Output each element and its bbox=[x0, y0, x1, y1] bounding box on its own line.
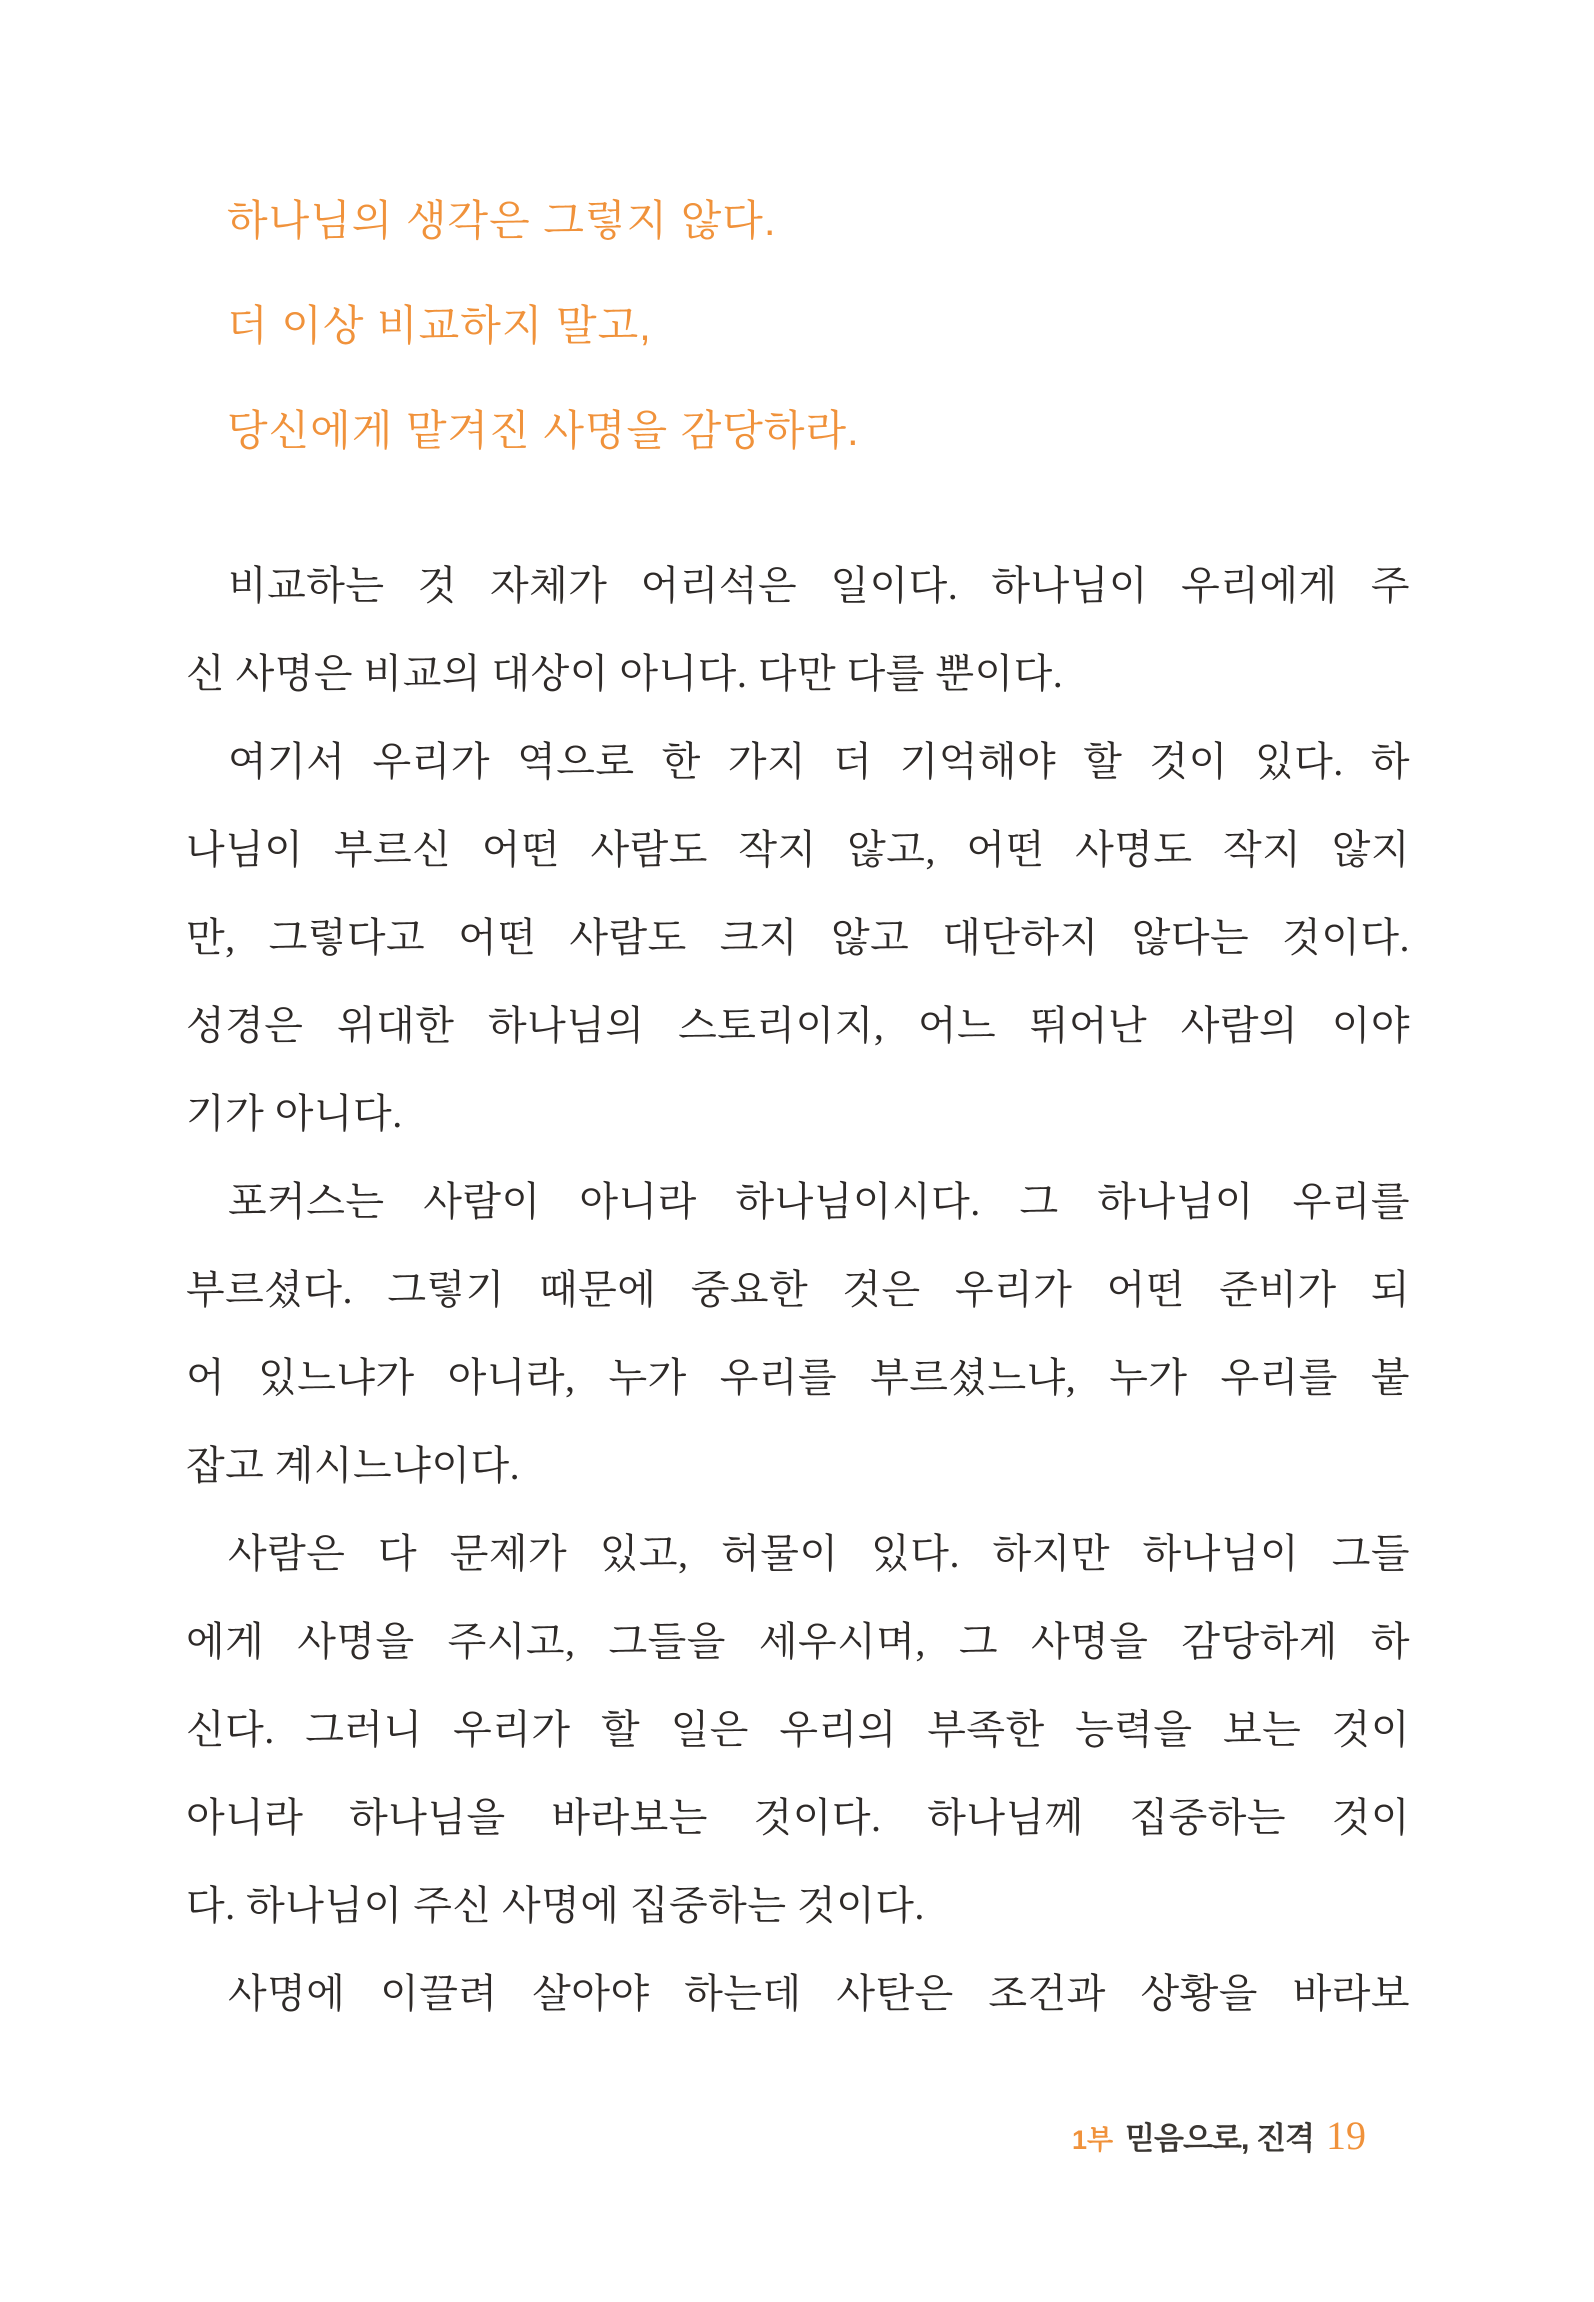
part-label: 1부 bbox=[1071, 2125, 1114, 2155]
quote-line: 더 이상 비교하지 말고, bbox=[227, 302, 652, 349]
body-text-line: 성경은 위대한 하나님의 스토리이지, 어느 뛰어난 사람의 이야 bbox=[186, 1003, 1410, 1048]
body-text-line: 만, 그렇다고 어떤 사람도 크지 않고 대단하지 않다는 것이다. bbox=[186, 915, 1410, 960]
body-text-line: 신 사명은 비교의 대상이 아니다. 다만 다를 뿐이다. bbox=[186, 651, 1064, 696]
body-text-line: 나님이 부르신 어떤 사람도 작지 않고, 어떤 사명도 작지 않지 bbox=[186, 827, 1410, 872]
quote-line: 하나님의 생각은 그렇지 않다. bbox=[227, 197, 777, 244]
body-text-line: 여기서 우리가 역으로 한 가지 더 기억해야 할 것이 있다. 하 bbox=[228, 739, 1410, 784]
body-text-line: 에게 사명을 주시고, 그들을 세우시며, 그 사명을 감당하게 하 bbox=[186, 1619, 1410, 1664]
section-title: 믿음으로, 진격 bbox=[1125, 2121, 1314, 2156]
body-text-line: 비교하는 것 자체가 어리석은 일이다. 하나님이 우리에게 주 bbox=[228, 563, 1410, 608]
body-text-line: 신다. 그러니 우리가 할 일은 우리의 부족한 능력을 보는 것이 bbox=[186, 1707, 1410, 1752]
body-text-line: 포커스는 사람이 아니라 하나님이시다. 그 하나님이 우리를 bbox=[228, 1179, 1410, 1224]
quote-line: 당신에게 맡겨진 사명을 감당하라. bbox=[227, 407, 860, 454]
body-text-line: 기가 아니다. bbox=[186, 1091, 403, 1136]
page-footer bbox=[1072, 2112, 1366, 2159]
body-text-line: 사람은 다 문제가 있고, 허물이 있다. 하지만 하나님이 그들 bbox=[228, 1531, 1410, 1576]
page-number: 19 bbox=[1326, 2113, 1366, 2158]
body-text-line: 사명에 이끌려 살아야 하는데 사탄은 조건과 상황을 바라보 bbox=[228, 1971, 1410, 2016]
body-text-line: 아니라 하나님을 바라보는 것이다. 하나님께 집중하는 것이 bbox=[186, 1795, 1410, 1840]
body-text-line: 다. 하나님이 주신 사명에 집중하는 것이다. bbox=[186, 1883, 925, 1928]
body-text-line: 잡고 계시느냐이다. bbox=[186, 1443, 521, 1488]
body-text-line: 부르셨다. 그렇기 때문에 중요한 것은 우리가 어떤 준비가 되 bbox=[186, 1267, 1410, 1312]
body-text bbox=[186, 542, 1410, 2038]
body-text-line: 어 있느냐가 아니라, 누가 우리를 부르셨느냐, 누가 우리를 붙 bbox=[186, 1355, 1410, 1400]
quote-block bbox=[227, 168, 860, 483]
